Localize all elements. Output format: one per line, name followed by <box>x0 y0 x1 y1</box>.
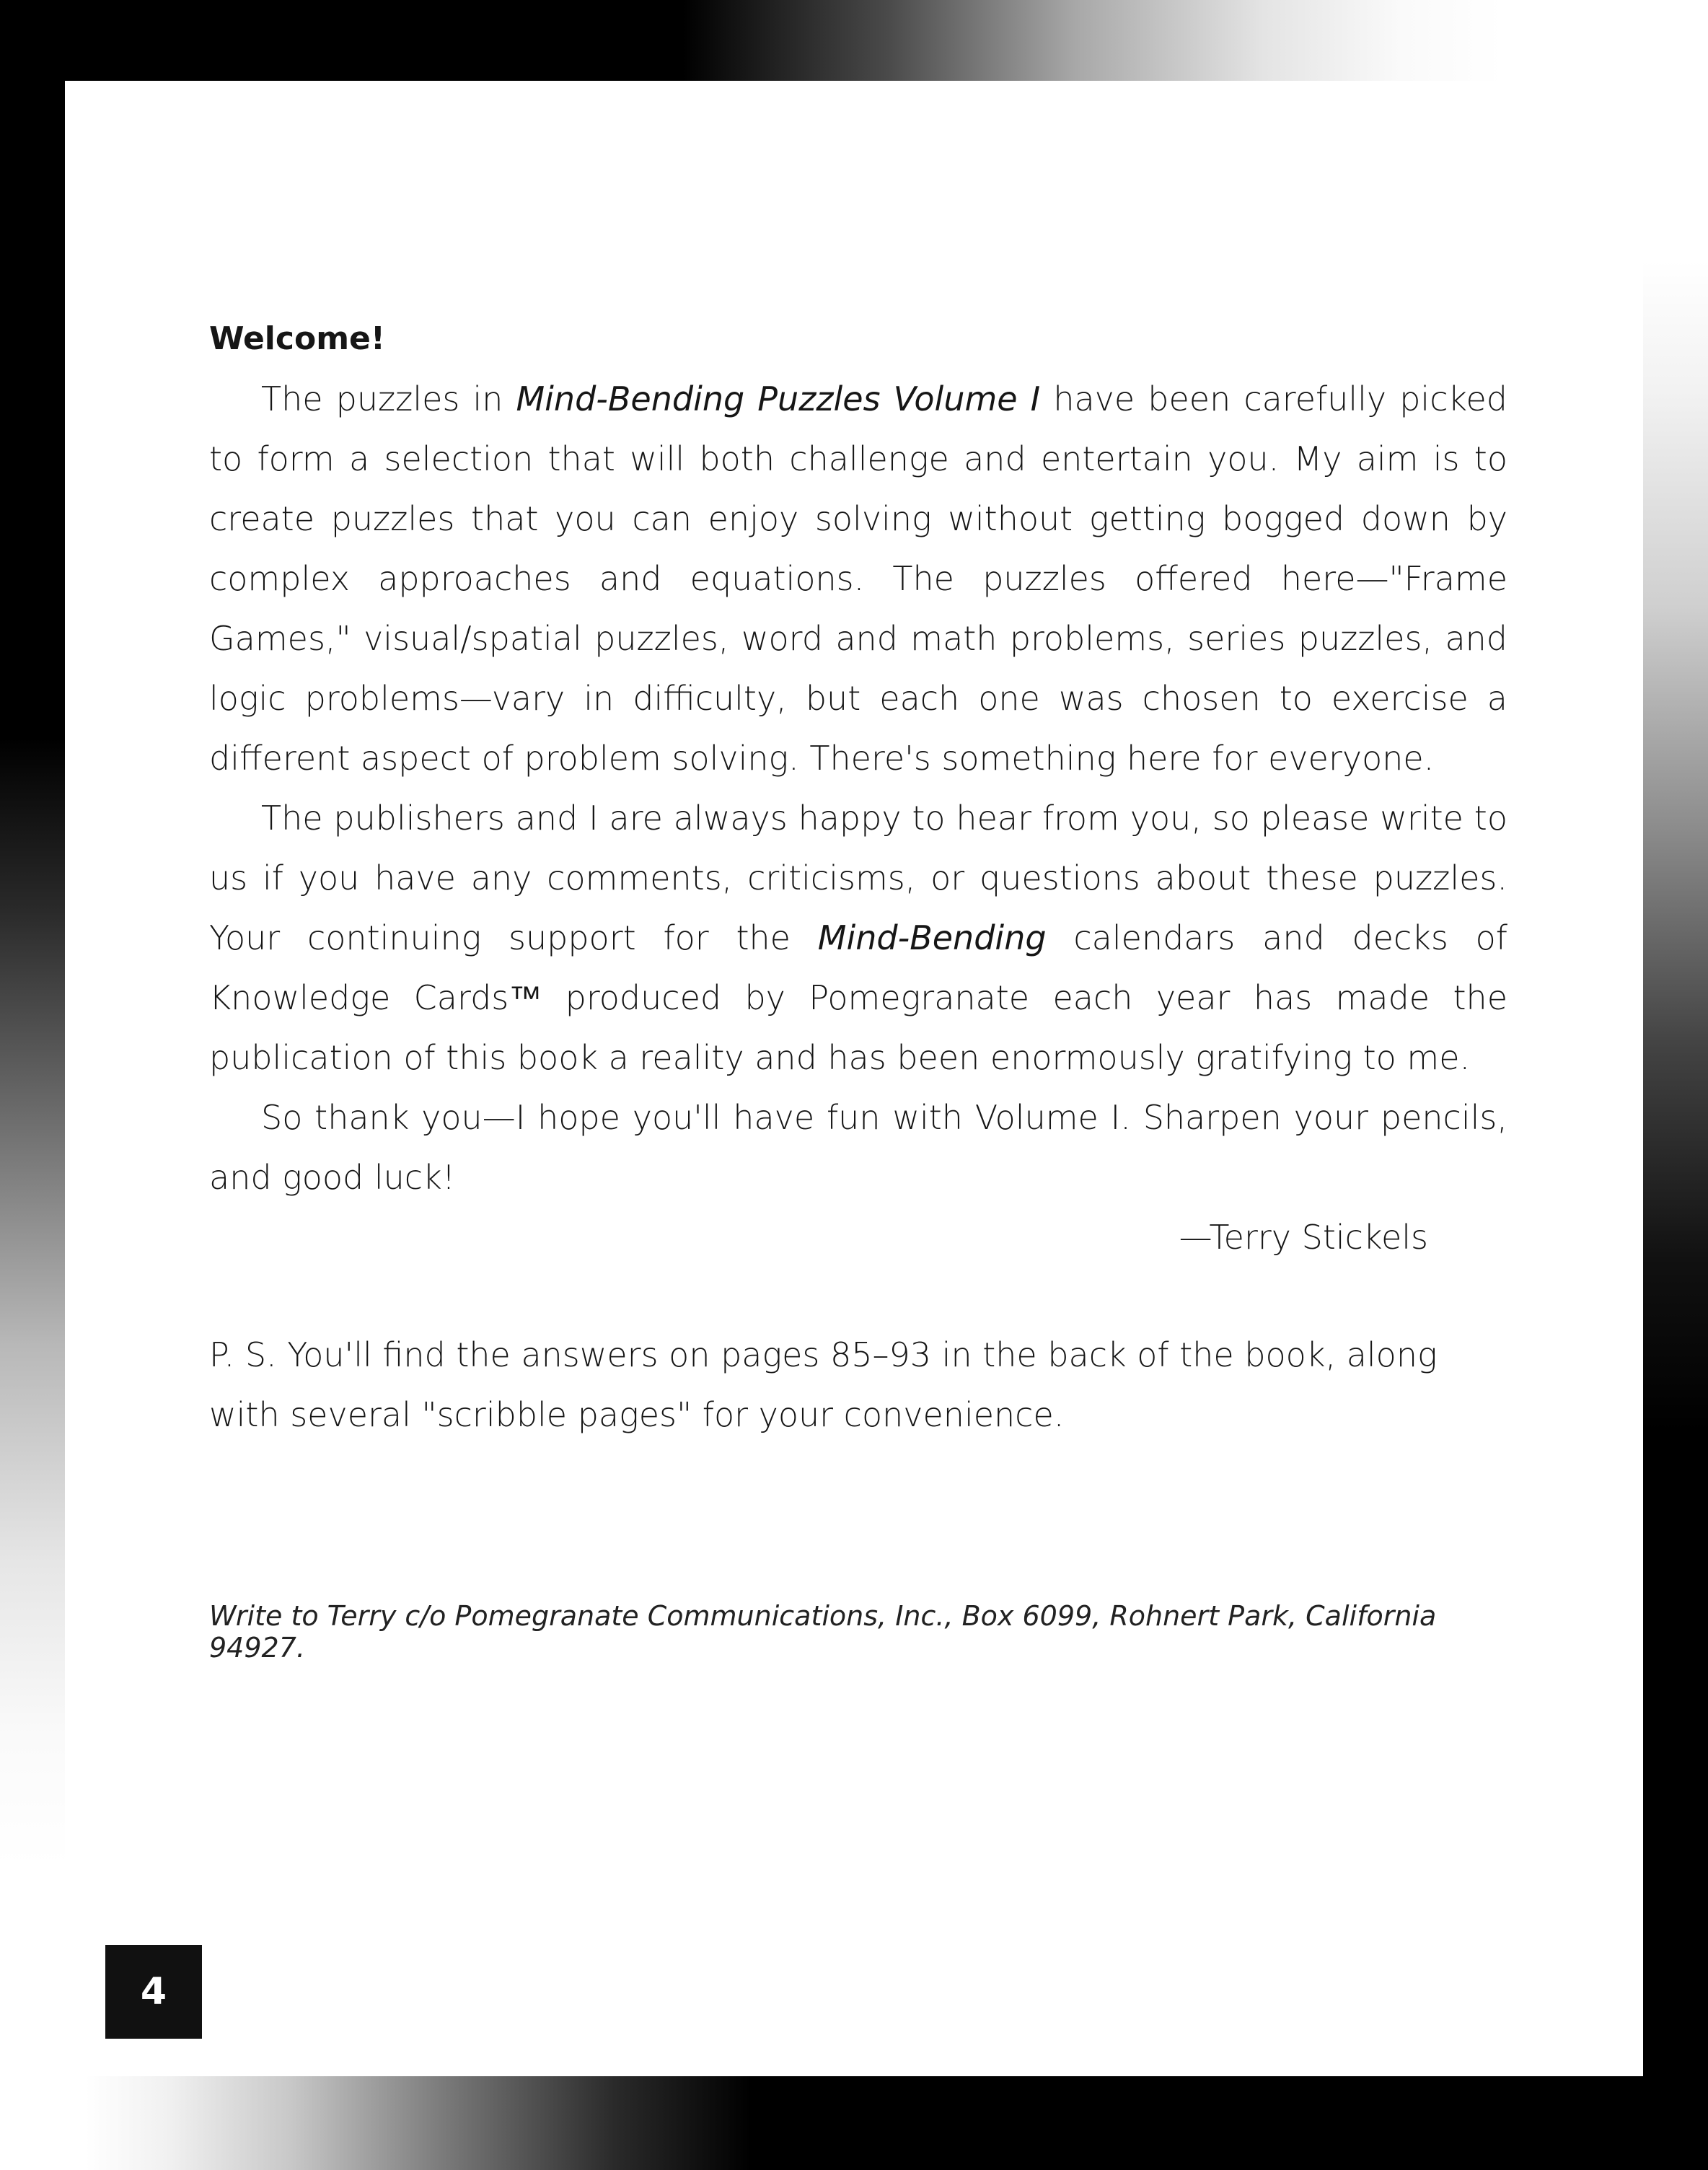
thanks-paragraph: So thank you—I hope you'll have fun with Volume I. Sharpen your pencils, and good luck! <box>209 1098 1507 1197</box>
postscript: P. S. You'll find the answers on pages 85–93 in the back of the book, along with several "scribble pages" for your convenience. <box>209 1335 1438 1434</box>
welcome-letter <box>209 317 1507 1445</box>
frame-right-border <box>1643 0 1708 2170</box>
series-title: Mind-Bending <box>817 918 1047 957</box>
welcome-heading: Welcome! <box>209 320 385 357</box>
mailing-address: Write to Terry c/o Pomegranate Communications, Inc., Box 6099, Rohnert Park, California 94927. <box>209 1600 1437 1664</box>
publishers-paragraph-rest: calendars and decks of Knowledge Cards™ produced by Pomegranate each year has made the publication of this book a reality and has been enormously gratifying to me. <box>209 918 1507 1077</box>
frame-bottom-border <box>0 2076 1708 2170</box>
intro-paragraph-start: The puzzles in <box>261 379 516 418</box>
frame-top-border <box>0 0 1708 81</box>
intro-paragraph <box>209 369 1507 789</box>
frame-left-border <box>0 0 65 2170</box>
book-title: Mind-Bending Puzzles Volume I <box>516 379 1041 418</box>
intro-paragraph-rest: have been carefully picked to form a selection that will both challenge and entertain you. My aim is to create puzzles that you can enjoy solving without getting bogged down by complex approaches and equations. The puzzles offered here—"Frame Games," visual/spatial puzzles, word and math problems, series puzzles, and logic problems—vary in difficulty, but each one was chosen to exercise a different aspect of problem solving. There's something here for everyone. <box>209 379 1507 778</box>
publishers-paragraph-start: The publishers and I are always happy to hear from you, so please write to us if you have any comments, criticisms, or questions about these puzzles. Your continuing support for the <box>209 799 1507 957</box>
author-signature: —Terry Stickels <box>1179 1218 1428 1257</box>
page-number-badge: 4 <box>105 1945 202 2039</box>
publishers-paragraph <box>209 789 1507 1088</box>
